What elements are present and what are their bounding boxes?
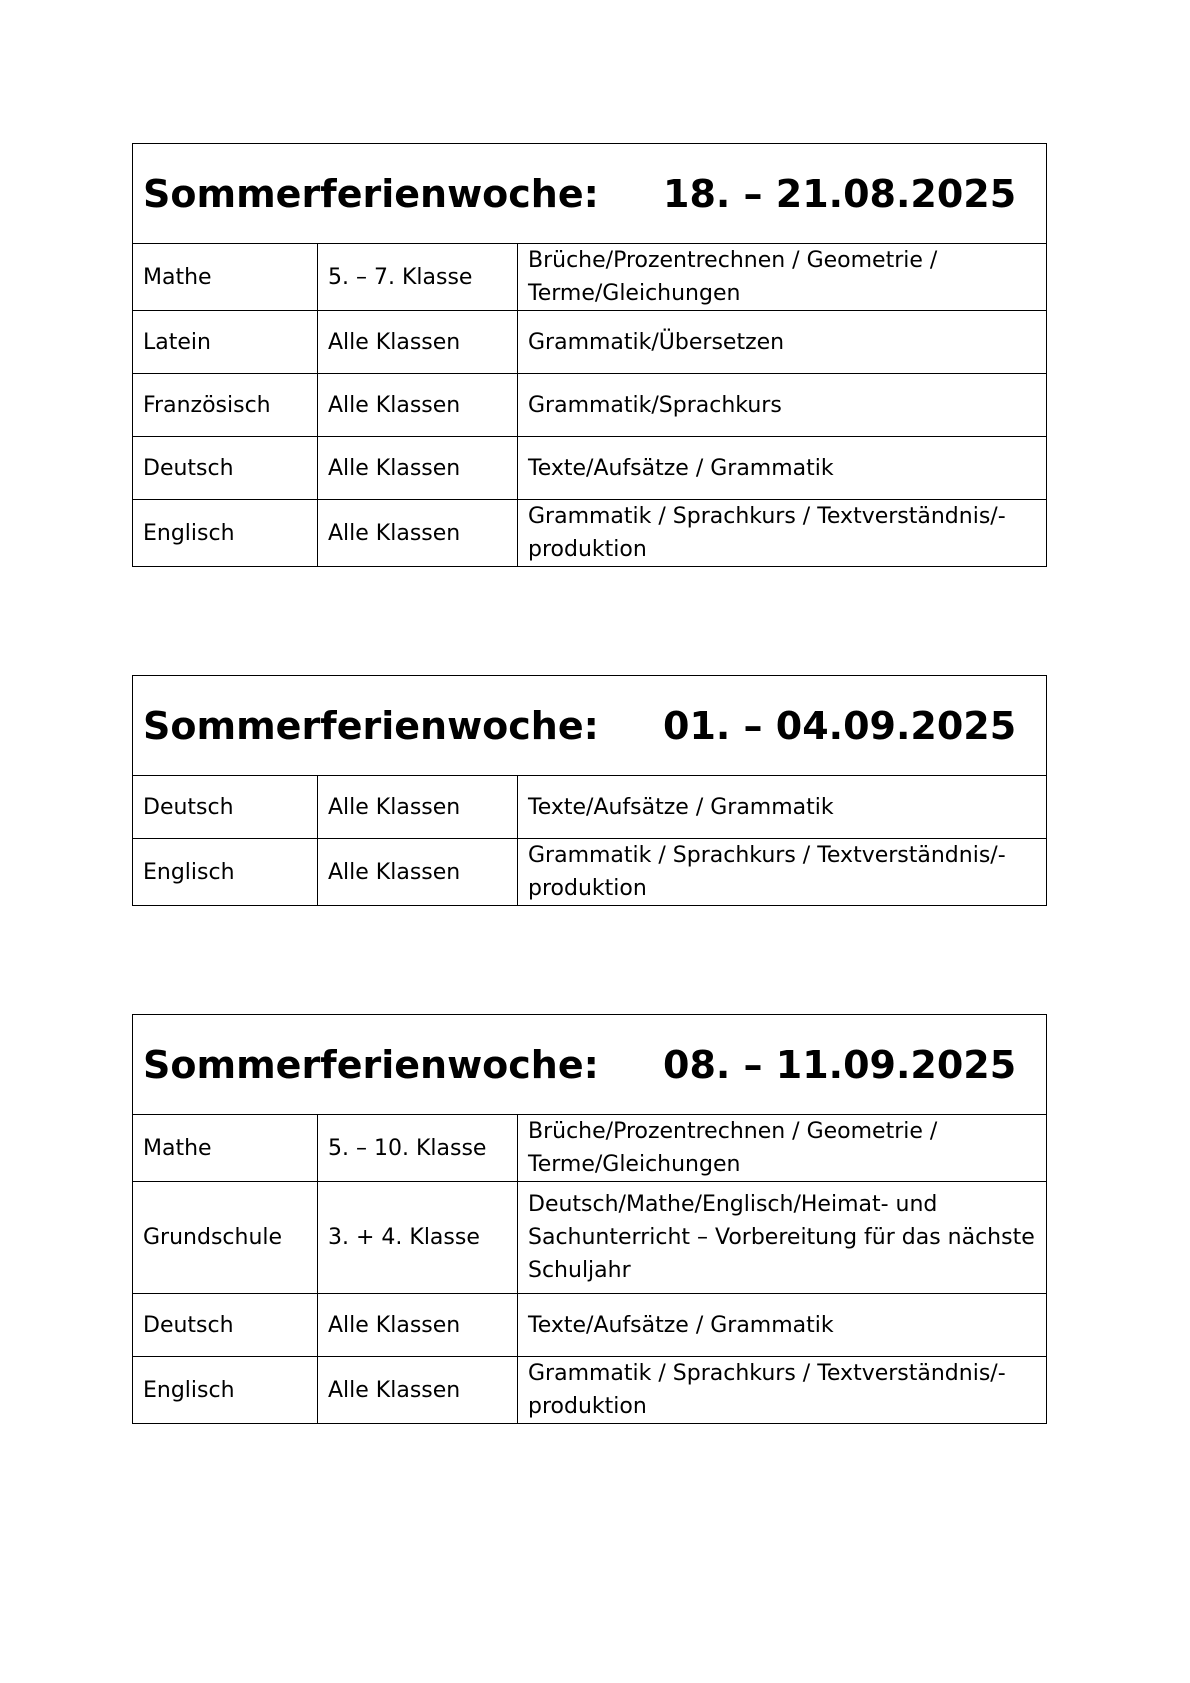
- topics-cell: Grammatik/Übersetzen: [518, 311, 1047, 374]
- topics-cell: Texte/Aufsätze / Grammatik: [518, 1294, 1047, 1357]
- topics-cell: Brüche/Prozentrechnen / Geometrie / Terme/Gleichungen: [518, 244, 1047, 311]
- subject-cell: Deutsch: [133, 437, 318, 500]
- table-row: [133, 1357, 1047, 1424]
- table-row: [133, 1115, 1047, 1182]
- subject-cell: Deutsch: [133, 776, 318, 839]
- week-table-2: [132, 675, 1047, 906]
- week-title: [133, 1015, 1047, 1115]
- week-title: [133, 676, 1047, 776]
- grade-cell: 5. – 10. Klasse: [318, 1115, 518, 1182]
- table-row: [133, 1182, 1047, 1294]
- subject-cell: Mathe: [133, 1115, 318, 1182]
- week-table-3: [132, 1014, 1047, 1424]
- subject-cell: Mathe: [133, 244, 318, 311]
- subject-cell: Grundschule: [133, 1182, 318, 1294]
- week-title: [133, 144, 1047, 244]
- week-label: Sommerferienwoche:: [143, 1042, 599, 1087]
- table-row: [133, 500, 1047, 567]
- subject-cell: Englisch: [133, 500, 318, 567]
- week-label: Sommerferienwoche:: [143, 171, 599, 216]
- table-row: [133, 244, 1047, 311]
- grade-cell: Alle Klassen: [318, 776, 518, 839]
- topics-cell: Grammatik / Sprachkurs / Textverständnis/-produktion: [518, 839, 1047, 906]
- table-row: [133, 437, 1047, 500]
- table-row: [133, 1294, 1047, 1357]
- week-header-row: [133, 676, 1047, 776]
- subject-cell: Latein: [133, 311, 318, 374]
- week-dates: 01. – 04.09.2025: [663, 703, 1017, 748]
- topics-cell: Deutsch/Mathe/Englisch/Heimat- und Sachunterricht – Vorbereitung für das nächste Schuljahr: [518, 1182, 1047, 1294]
- grade-cell: Alle Klassen: [318, 1357, 518, 1424]
- table-row: [133, 776, 1047, 839]
- topics-cell: Texte/Aufsätze / Grammatik: [518, 437, 1047, 500]
- week-dates: 08. – 11.09.2025: [663, 1042, 1017, 1087]
- week-label: Sommerferienwoche:: [143, 703, 599, 748]
- grade-cell: Alle Klassen: [318, 311, 518, 374]
- subject-cell: Französisch: [133, 374, 318, 437]
- grade-cell: Alle Klassen: [318, 500, 518, 567]
- table-row: [133, 374, 1047, 437]
- grade-cell: Alle Klassen: [318, 437, 518, 500]
- topics-cell: Grammatik / Sprachkurs / Textverständnis/-produktion: [518, 1357, 1047, 1424]
- subject-cell: Englisch: [133, 1357, 318, 1424]
- topics-cell: Texte/Aufsätze / Grammatik: [518, 776, 1047, 839]
- topics-cell: Grammatik/Sprachkurs: [518, 374, 1047, 437]
- grade-cell: Alle Klassen: [318, 1294, 518, 1357]
- subject-cell: Deutsch: [133, 1294, 318, 1357]
- week-header-row: [133, 144, 1047, 244]
- week-table-1: [132, 143, 1047, 567]
- topics-cell: Grammatik / Sprachkurs / Textverständnis/-produktion: [518, 500, 1047, 567]
- grade-cell: Alle Klassen: [318, 839, 518, 906]
- week-dates: 18. – 21.08.2025: [663, 171, 1017, 216]
- table-row: [133, 839, 1047, 906]
- subject-cell: Englisch: [133, 839, 318, 906]
- topics-cell: Brüche/Prozentrechnen / Geometrie / Terme/Gleichungen: [518, 1115, 1047, 1182]
- grade-cell: 5. – 7. Klasse: [318, 244, 518, 311]
- grade-cell: Alle Klassen: [318, 374, 518, 437]
- week-header-row: [133, 1015, 1047, 1115]
- grade-cell: 3. + 4. Klasse: [318, 1182, 518, 1294]
- table-row: [133, 311, 1047, 374]
